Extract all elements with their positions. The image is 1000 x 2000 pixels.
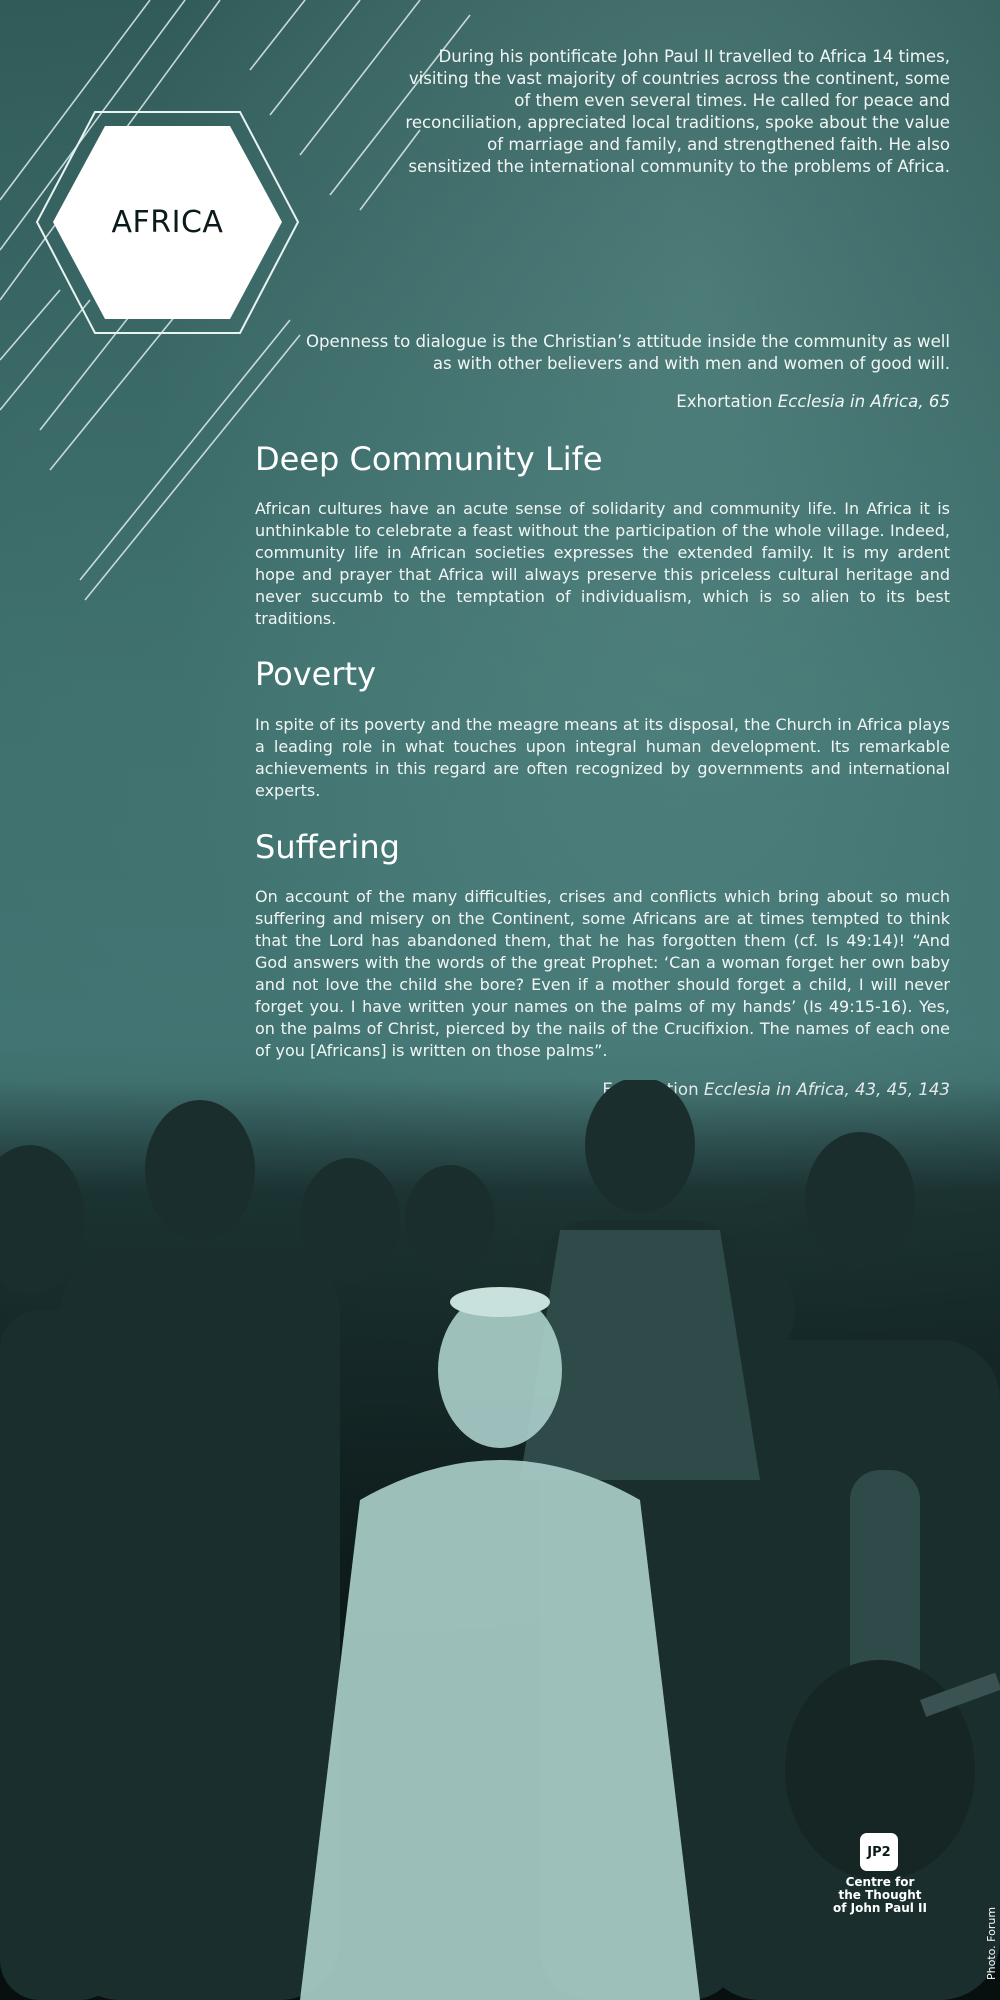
heading-poverty: Poverty bbox=[255, 655, 376, 693]
quote-source bbox=[300, 392, 950, 411]
crowd-photo bbox=[0, 1080, 1000, 2000]
photo-credit: Photo. Forum bbox=[985, 1906, 998, 1980]
paragraph-deep-community-life: African cultures have an acute sense of solidarity and community life. In Africa it is unthinkable to celebrate a feast without the participation of the whole village. Indeed, community life in African societies expresses the extended family. It is my ardent hope and prayer that Africa will always preserve this priceless cultural heritage and never succumb to the temptation of individualism, which is so alien to its best traditions. bbox=[255, 499, 950, 628]
paragraph-suffering: On account of the many difficulties, crises and conflicts which bring about so much suffering and misery on the Continent, some Africans are at times tempted to think that the Lord has abandoned them, that he has forgotten them (cf. Is 49:14)! “And God answers with the words of the great Prophet: ‘Can a woman forget her own baby and not love the child she bore? Even if a mother should forget a child, I will never forget you. I have written your names on the palms of my hands’ (Is 49:15-16). Yes, on the palms of Christ, pierced by the nails of the Crucifixion. The names of each one of you [Africans] is written on those palms”. bbox=[255, 887, 950, 1060]
heading-suffering: Suffering bbox=[255, 828, 400, 866]
dialogue-quote: Openness to dialogue is the Christian’s attitude inside the community as well as with other believers and with men and women of good will. bbox=[305, 332, 950, 373]
africa-hexagon-badge bbox=[35, 110, 300, 335]
quote-source-prefix: Exhortation bbox=[676, 392, 773, 411]
logo-line-2: the Thought bbox=[838, 1888, 922, 1902]
logo-line-1: Centre for bbox=[845, 1875, 915, 1889]
centre-logo-text bbox=[810, 1876, 950, 1915]
quote-source-title: Ecclesia in Africa, 65 bbox=[777, 392, 950, 411]
heading-deep-community-life: Deep Community Life bbox=[255, 440, 603, 478]
paragraph-poverty: In spite of its poverty and the meagre means at its disposal, the Church in Africa plays a leading role in what touches upon integral human development. Its remarkable achievements in this regard are often recognized by governments and international experts. bbox=[255, 715, 950, 800]
intro-paragraph: During his pontificate John Paul II travelled to Africa 14 times, visiting the vast majority of countries across the continent, some of them even several times. He called for peace and reconciliation, appreciated local traditions, spoke about the value of marriage and family, and strengthened faith. He also sensitized the international community to the problems of Africa. bbox=[405, 47, 950, 176]
logo-line-3: of John Paul II bbox=[833, 1901, 927, 1915]
jp2-logo-badge: JP2 bbox=[860, 1833, 898, 1871]
section-region-title: AFRICA bbox=[111, 205, 224, 240]
